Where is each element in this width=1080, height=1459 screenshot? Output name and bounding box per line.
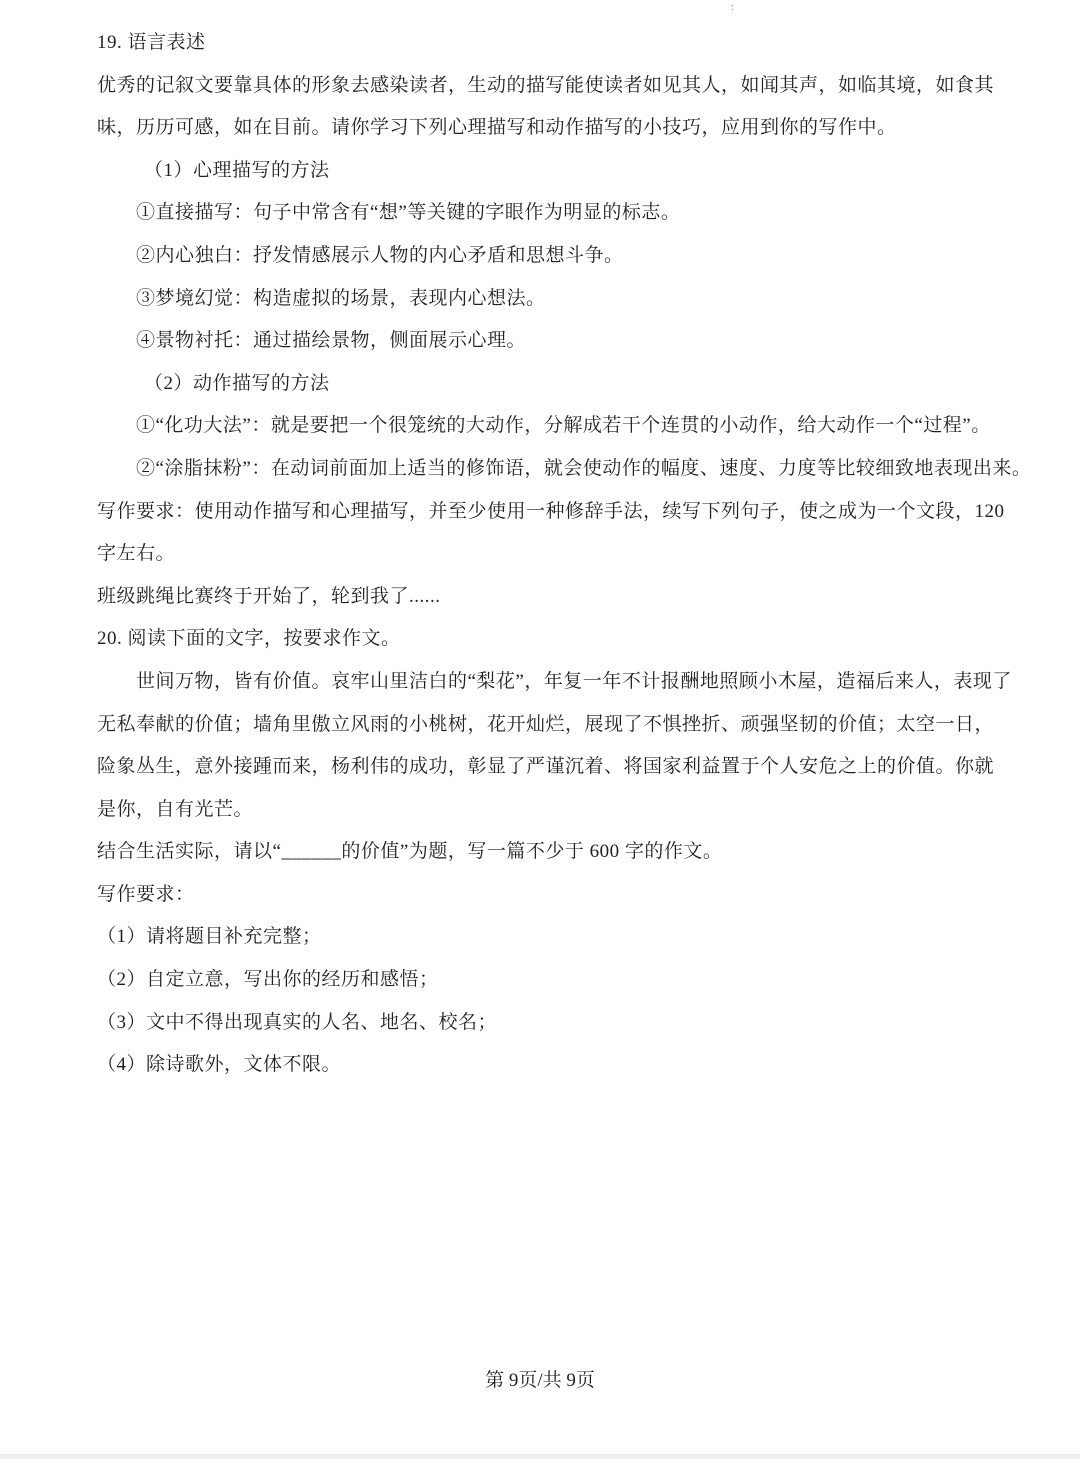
exam-document-body bbox=[97, 22, 1032, 1087]
text-line-3: （1）心理描写的方法 bbox=[144, 159, 330, 181]
text-line-18: 是你，自有光芒。 bbox=[97, 798, 254, 820]
text-line-24: （4）除诗歌外，文体不限。 bbox=[97, 1054, 342, 1076]
text-line-10: ②“涂脂抹粉”：在动词前面加上适当的修饰语，就会使动作的幅度、速度、力度等比较细致地表现出来。 bbox=[136, 457, 1032, 479]
text-line-2: 味，历历可感，如在目前。请你学习下列心理描写和动作描写的小技巧，应用到你的写作中。 bbox=[97, 117, 897, 139]
text-line-20: 写作要求： bbox=[97, 883, 195, 905]
text-line-8: （2）动作描写的方法 bbox=[144, 372, 330, 394]
text-line-15: 世间万物，皆有价值。哀牢山里洁白的“梨花”，年复一年不计报酬地照顾小木屋，造福后来人，表现了 bbox=[136, 670, 1012, 692]
text-line-0: 19. 语言表述 bbox=[97, 32, 206, 53]
text-line-5: ②内心独白：抒发情感展示人物的内心矛盾和思想斗争。 bbox=[136, 244, 624, 266]
text-line-22: （2）自定立意，写出你的经历和感悟； bbox=[97, 969, 439, 991]
text-line-11: 写作要求：使用动作描写和心理描写，并至少使用一种修辞手法，续写下列句子，使之成为一个文段，120 bbox=[97, 500, 1005, 522]
text-line-1: 优秀的记叙文要靠具体的形象去感染读者，生动的描写能使读者如见其人，如闻其声，如临其境，如食其 bbox=[97, 74, 995, 96]
scan-artifact-mark: : bbox=[731, 1, 735, 13]
text-line-19: 结合生活实际，请以“______的价值”为题，写一篇不少于 600 字的作文。 bbox=[97, 841, 723, 863]
text-line-9: ①“化功大法”：就是要把一个很笼统的大动作，分解成若干个连贯的小动作，给大动作一个“过程”。 bbox=[136, 415, 991, 437]
text-line-17: 险象丛生，意外接踵而来，杨利伟的成功，彰显了严谨沉着、将国家利益置于个人安危之上的价值。你就 bbox=[97, 756, 995, 778]
text-line-14: 20. 阅读下面的文字，按要求作文。 bbox=[97, 628, 401, 650]
text-line-4: ①直接描写：句子中常含有“想”等关键的字眼作为明显的标志。 bbox=[136, 202, 681, 224]
text-line-13: 班级跳绳比赛终于开始了，轮到我了...... bbox=[97, 585, 441, 607]
text-line-7: ④景物衬托：通过描绘景物，侧面展示心理。 bbox=[136, 330, 527, 352]
text-line-6: ③梦境幻觉：构造虚拟的场景，表现内心想法。 bbox=[136, 287, 546, 309]
text-line-16: 无私奉献的价值；墙角里傲立风雨的小桃树，花开灿烂，展现了不惧挫折、顽强坚韧的价值；太空一日， bbox=[97, 713, 995, 735]
page-number-footer: 第 9页/共 9页 bbox=[485, 1370, 595, 1391]
text-line-12: 字左右。 bbox=[97, 543, 176, 565]
page-bottom-edge bbox=[0, 1454, 1080, 1459]
text-line-23: （3）文中不得出现真实的人名、地名、校名； bbox=[97, 1011, 498, 1033]
text-line-21: （1）请将题目补充完整； bbox=[97, 926, 322, 948]
